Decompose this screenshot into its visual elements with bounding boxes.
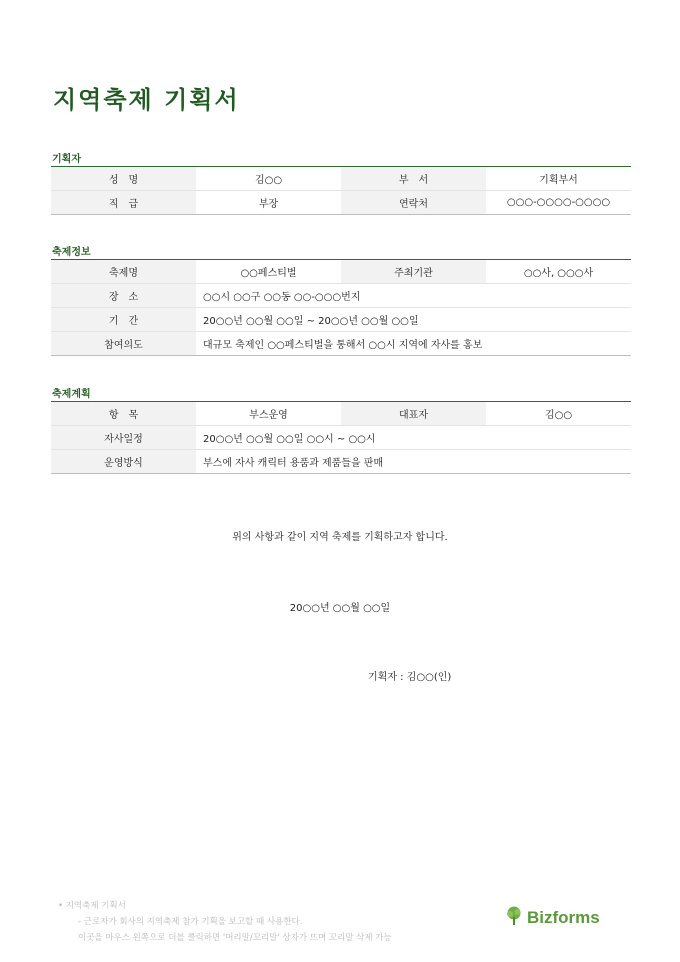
table-row	[51, 167, 631, 191]
table-row	[51, 450, 631, 474]
department-label: 부 서	[341, 167, 486, 191]
table-row	[51, 332, 631, 356]
intent-value: 대규모 축제인 ○○페스티벌을 통해서 ○○시 지역에 자사를 홍보	[203, 340, 483, 351]
planner-table	[51, 166, 631, 215]
name-label: 성 명	[51, 167, 196, 191]
festival-name-label: 축제명	[51, 260, 196, 284]
section-label-festival-info: 축제정보	[52, 247, 91, 258]
footer-description: - 근로자가 회사의 지역축제 참가 기획을 보고할 때 사용한다.	[78, 917, 303, 927]
bizforms-logo	[505, 906, 600, 930]
representative-label: 대표자	[341, 402, 486, 426]
document-title: 지역축제 기획서	[53, 86, 240, 114]
tree-icon	[505, 906, 523, 930]
section-label-planner: 기획자	[52, 154, 81, 165]
table-row	[51, 426, 631, 450]
brand-name: Bizforms	[527, 908, 600, 927]
schedule-label: 자사일정	[51, 426, 196, 450]
place-label: 장 소	[51, 284, 196, 308]
host-label: 주최기관	[341, 260, 486, 284]
name-value: 김○○	[196, 167, 341, 191]
festival-name-value: ○○페스티벌	[196, 260, 341, 284]
section-label-festival-plan: 축제계획	[52, 389, 91, 400]
table-row	[51, 191, 631, 215]
contact-label: 연락처	[341, 191, 486, 215]
table-row	[51, 308, 631, 332]
host-value: ○○사, ○○○사	[486, 260, 631, 284]
rank-value: 부장	[258, 199, 279, 210]
period-value: 20○○년 ○○월 ○○일 ~ 20○○년 ○○월 ○○일	[196, 308, 631, 332]
method-value: 부스에 자사 캐릭터 용품과 제품들을 판매	[203, 458, 384, 469]
contact-value: ○○○-○○○○-○○○○	[506, 197, 611, 208]
closing-statement: 위의 사항과 같이 지역 축제를 기획하고자 합니다.	[232, 532, 448, 543]
place-value: ○○시 ○○구 ○○동 ○○-○○○번지	[196, 284, 631, 308]
signature-line: 기획자 : 김○○(인)	[368, 672, 452, 683]
festival-plan-table	[51, 401, 631, 474]
period-label: 기 간	[51, 308, 196, 332]
item-label: 항 목	[51, 402, 196, 426]
item-value: 부스운영	[196, 402, 341, 426]
table-row	[51, 402, 631, 426]
method-label: 운영방식	[51, 450, 196, 474]
footer-hint: 이곳을 마우스 왼쪽으로 더블 클릭하면 '머리말/꼬리말' 상자가 뜨며 꼬리말 삭제 가능	[78, 933, 392, 943]
footer-title: • 지역축제 기획서	[58, 901, 126, 911]
intent-label: 참여의도	[51, 332, 196, 356]
representative-value: 김○○	[486, 402, 631, 426]
table-row	[51, 260, 631, 284]
rank-label: 직 급	[51, 191, 196, 215]
table-row	[51, 284, 631, 308]
festival-info-table	[51, 259, 631, 356]
schedule-value: 20○○년 ○○월 ○○일 ○○시 ~ ○○시	[196, 426, 631, 450]
closing-date: 20○○년 ○○월 ○○일	[289, 603, 391, 614]
department-value: 기획부서	[486, 167, 631, 191]
